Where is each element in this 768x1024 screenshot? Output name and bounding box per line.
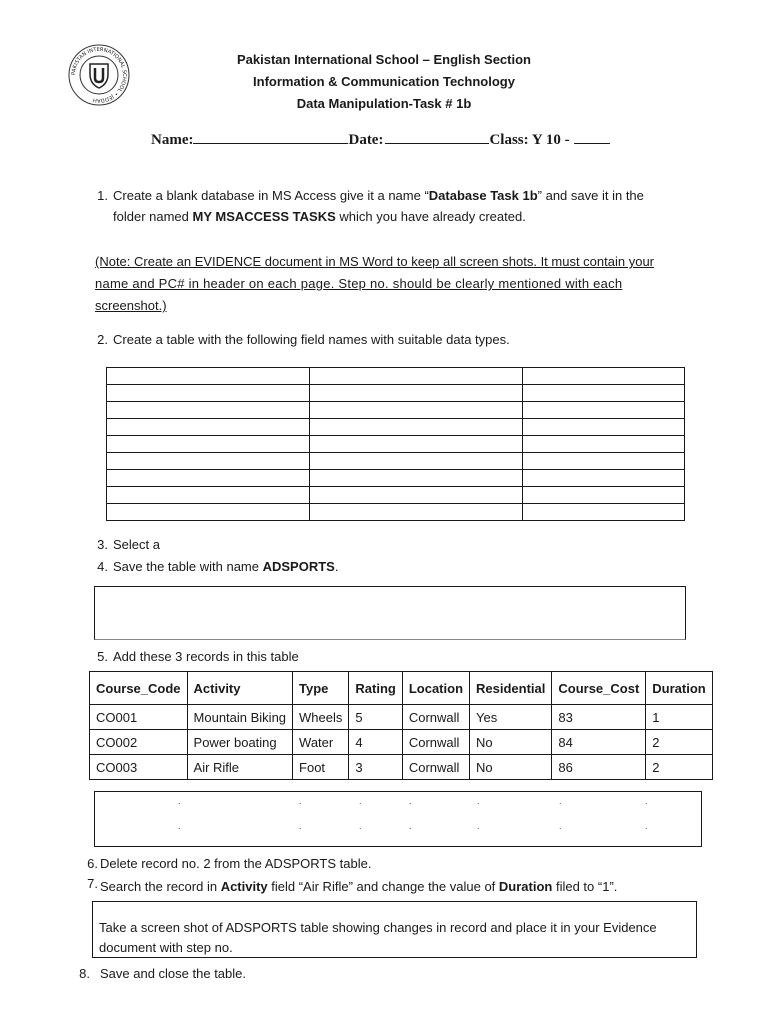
student-info-line	[151, 129, 610, 149]
field-name: Duration	[498, 879, 553, 894]
table-cell[interactable]	[523, 436, 685, 453]
table-cell[interactable]	[107, 504, 310, 521]
column-header: Course_Cost	[552, 672, 646, 705]
table-cell: Cornwall	[402, 730, 469, 755]
table-cell: Cornwall	[402, 755, 469, 780]
step-text: .	[334, 559, 339, 574]
step-text: which you have already created.	[335, 209, 526, 224]
table-cell[interactable]	[523, 402, 685, 419]
table-row	[90, 755, 713, 780]
column-header: Duration	[646, 672, 712, 705]
table-row	[107, 504, 685, 521]
table-cell[interactable]	[107, 436, 310, 453]
column-header: Type	[293, 672, 349, 705]
step-text: folder named	[113, 209, 193, 224]
table-cell[interactable]	[107, 368, 310, 385]
answer-box[interactable]: . . . . . . . . . . . . . .	[94, 791, 702, 847]
table-cell[interactable]	[310, 453, 523, 470]
table-cell[interactable]	[523, 504, 685, 521]
class-field[interactable]	[574, 129, 610, 144]
table-cell: Power boating	[187, 730, 293, 755]
table-cell[interactable]	[310, 419, 523, 436]
table-cell[interactable]	[523, 487, 685, 504]
class-label: Class: Y 10 -	[489, 132, 570, 148]
table-cell[interactable]	[523, 470, 685, 487]
table-cell: CO002	[90, 730, 188, 755]
table-header-row	[90, 672, 713, 705]
step-text: Delete record no. 2 from the ADSPORTS table.	[100, 856, 372, 871]
name-label: Name:	[151, 132, 194, 148]
table-cell[interactable]	[310, 368, 523, 385]
table-cell: Water	[293, 730, 349, 755]
column-header: Activity	[187, 672, 293, 705]
table-cell: 84	[552, 730, 646, 755]
table-cell: Air Rifle	[187, 755, 293, 780]
table-cell: CO001	[90, 705, 188, 730]
step-number: 2.	[97, 332, 108, 347]
school-title: Pakistan International School – English Section	[236, 52, 531, 67]
table-cell[interactable]	[107, 487, 310, 504]
table-cell: Foot	[293, 755, 349, 780]
table-cell: 83	[552, 705, 646, 730]
step-text: Create a blank database in MS Access give it a name “	[113, 188, 429, 203]
table-cell: No	[470, 730, 552, 755]
subject-title: Information & Communication Technology	[253, 74, 515, 89]
task-title: Data Manipulation-Task # 1b	[296, 96, 472, 111]
records-table	[89, 671, 713, 780]
step-number: 6.	[87, 856, 98, 871]
table-cell: No	[470, 755, 552, 780]
step-number: 1.	[97, 188, 108, 203]
table-row	[107, 470, 685, 487]
step-1-line-1	[113, 185, 644, 206]
table-cell[interactable]	[310, 402, 523, 419]
note-line-2: name and PC# in header on each page. Step no. should be clearly mentioned with each	[95, 276, 623, 291]
answer-box[interactable]	[94, 586, 686, 640]
table-cell[interactable]	[107, 402, 310, 419]
table-cell[interactable]	[107, 453, 310, 470]
screenshot-instruction: Take a screen shot of ADSPORTS table showing changes in record and place it in your Evidence document with step no.	[99, 920, 657, 955]
table-cell: 2	[646, 755, 712, 780]
name-field[interactable]	[193, 129, 348, 144]
table-row	[90, 705, 713, 730]
table-cell[interactable]	[107, 385, 310, 402]
column-header: Location	[402, 672, 469, 705]
step-number: 8.	[79, 966, 90, 981]
step-text: field “Air Rifle” and change the value of	[267, 879, 499, 894]
step-text: Save the table with name	[113, 559, 263, 574]
database-name: Database Task 1b	[428, 188, 538, 203]
step-number: 4.	[97, 559, 108, 574]
field-name: Activity	[220, 879, 268, 894]
step-text	[113, 556, 338, 577]
date-field[interactable]	[385, 129, 489, 144]
column-header: Rating	[349, 672, 402, 705]
step-text: filed to “1”.	[552, 879, 618, 894]
date-label: Date:	[348, 132, 384, 148]
table-cell[interactable]	[310, 504, 523, 521]
table-cell[interactable]	[107, 470, 310, 487]
table-row	[107, 419, 685, 436]
table-cell[interactable]	[523, 385, 685, 402]
table-cell: 86	[552, 755, 646, 780]
step-text: Add these 3 records in this table	[113, 649, 299, 664]
table-cell[interactable]	[107, 419, 310, 436]
table-cell: Yes	[470, 705, 552, 730]
column-header: Course_Code	[90, 672, 188, 705]
screenshot-instruction-box	[92, 901, 697, 958]
table-cell: 2	[646, 730, 712, 755]
table-cell: 5	[349, 705, 402, 730]
table-row	[107, 453, 685, 470]
step-text: Search the record in	[100, 879, 221, 894]
table-cell[interactable]	[310, 385, 523, 402]
table-cell: Cornwall	[402, 705, 469, 730]
table-cell: CO003	[90, 755, 188, 780]
table-cell[interactable]	[523, 419, 685, 436]
table-row	[107, 385, 685, 402]
step-text: Save and close the table.	[100, 966, 246, 981]
table-row	[107, 487, 685, 504]
step-text	[100, 876, 617, 897]
table-row	[107, 368, 685, 385]
step-number: 3.	[97, 537, 108, 552]
table-cell[interactable]	[310, 487, 523, 504]
table-cell[interactable]	[523, 453, 685, 470]
step-text: Create a table with the following field names with suitable data types.	[113, 332, 510, 347]
table-cell[interactable]	[523, 368, 685, 385]
step-1-line-2	[113, 206, 526, 227]
step-number: 5.	[97, 649, 108, 664]
table-row	[90, 730, 713, 755]
evidence-note	[95, 251, 685, 317]
logo-ring-text: PAKISTAN INTERNATIONAL SCHOOL • JEDDAH	[70, 46, 128, 104]
table-cell: Wheels	[293, 705, 349, 730]
folder-name: MY MSACCESS TASKS	[192, 209, 336, 224]
step-text: ” and save it in the	[537, 188, 644, 203]
table-cell[interactable]	[310, 436, 523, 453]
table-cell[interactable]	[310, 470, 523, 487]
table-name: ADSPORTS	[262, 559, 335, 574]
table-cell: 4	[349, 730, 402, 755]
table-row	[107, 436, 685, 453]
step-number: 7.	[87, 876, 98, 891]
table-cell: 3	[349, 755, 402, 780]
table-cell: 1	[646, 705, 712, 730]
table-row	[107, 402, 685, 419]
note-line-1: (Note: Create an EVIDENCE document in MS Word to keep all screen shots. It must contain your	[95, 254, 655, 269]
note-line-3: screenshot.)	[95, 298, 167, 313]
field-definition-table	[106, 367, 685, 521]
column-header: Residential	[470, 672, 552, 705]
step-text: Select a	[113, 537, 160, 552]
table-cell: Mountain Biking	[187, 705, 293, 730]
